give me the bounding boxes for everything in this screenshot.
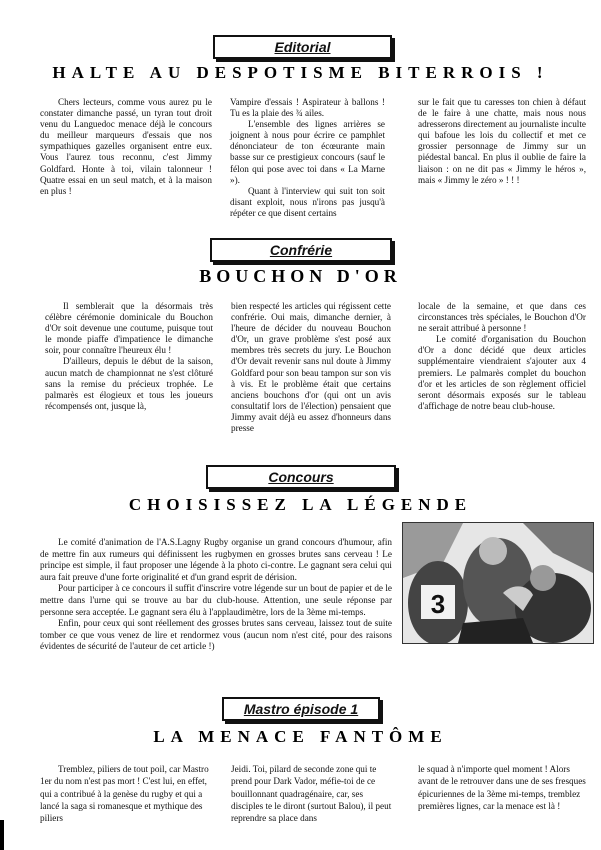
- confrerie-paragraph: bien respecté les articles qui régissent cette confrérie. Oui mais, dimanche dernier, à l'heure de décider du nouveau Bouchon d'Or, un grave problème s'est posé aux membres très secrets du jury. Le Bouchon d'Or devait revenir sans nul doute à Jimmy Goldfard pour son beau tampon sur son vis à vis. Et le problème était que certains anciens bouchons d'or (qui ont un avis consultatif lors de l'élection) pensaient que Jimmy avait déjà eu assez d'honneurs dans presse: [231, 301, 391, 434]
- mastro-paragraph: Tremblez, piliers de tout poil, car Mastro 1er du nom n'est pas mort ! C'est lui, en effet, qui a contribué à la genèse du rugby et qui a lancé la saga si romanesque et mythique des piliers: [40, 764, 209, 824]
- mastro-headline: LA MENACE FANTÔME: [153, 727, 448, 746]
- rugby-photo: [402, 522, 594, 644]
- section-label-concours: Concours: [206, 465, 396, 489]
- concours-text: [40, 537, 392, 653]
- editorial-column-3: [418, 97, 586, 186]
- confrerie-paragraph: Il semblerait que la désormais très célèbre cérémonie dominicale du Bouchon d'Or soit devenue une coutume, puisque tout le monde piaffe d'impatience le dimanche soir, pour connaître l'heureux élu !: [45, 301, 213, 356]
- editorial-column-1: [40, 97, 212, 197]
- confrerie-headline: BOUCHON D'OR: [199, 266, 402, 286]
- confrerie-paragraph: D'ailleurs, depuis le début de la saison, aucun match de championnat ne s'est clôturé sans la remise du précieux trophée. Le palmarès est élogieux et tous les joueurs récompensés ont, jusque là,: [45, 356, 213, 411]
- editorial-headline: HALTE AU DESPOTISME BITERROIS !: [52, 63, 549, 82]
- editorial-paragraph: Vampire d'essais ! Aspirateur à ballons ! Tu es la plaie des ¾ ailes.: [230, 97, 385, 119]
- confrerie-paragraph: locale de la semaine, et que dans ces circonstances très spéciales, le Bouchon d'Or ne serait attribué à personne !: [418, 301, 586, 334]
- mastro-column-1: [40, 763, 210, 824]
- editorial-paragraph: Quant à l'interview qui suit ton soit disant exploit, nous n'irons pas jusqu'à répéter ce que disent certains: [230, 185, 385, 218]
- rugby-players-image: [403, 523, 593, 643]
- confrerie-column-2: [231, 301, 391, 434]
- mastro-column-3: [418, 763, 586, 812]
- concours-paragraph: Pour participer à ce concours il suffit d'inscrire votre légende sur un bout de papier et de le mettre dans l'urne qui se trouve au bar du club-house. Attention, une seule réponse par personne sera acceptée. Le gagnant sera élu à l'applaudimètre, lors de la 3ème mi-temps.: [40, 583, 392, 617]
- editorial-paragraph: L'ensemble des lignes arrières se joignent à nous pour écrire ce pamphlet dénonciateur de ton écœurante main basse sur ce prestigieux concours (sauf le félon qui pose avec toi dans « La Marne »).: [230, 119, 385, 185]
- editorial-column-2: [230, 97, 385, 219]
- mastro-column-2: [231, 763, 393, 824]
- mastro-paragraph: Jeidi. Toi, pilard de seconde zone qui te prend pour Dark Vador, méfie-toi de ce bouillonnant quadragénaire, car, ses disciples te le diront (surtout Balou), il peut reprendre sa place dans: [231, 764, 392, 824]
- editorial-paragraph: sur le fait que tu caresses ton chien à défaut de le faire à une chatte, mais nous nous adresserons directement au journaliste inculte qui bafoue les lois du collectif et met ce grossier personnage de Jimmy sur un piédestal bancal. En plus il oublie de faire la liaison : on ne dit pas « Jimmy le héros », mais « Jimmy le zéro » ! ! !: [418, 97, 586, 185]
- margin-mark: [0, 820, 4, 850]
- editorial-paragraph: Chers lecteurs, comme vous aurez pu le constater dimanche passé, un tyran tout droit venu du Languedoc menace déjà le concours du meilleur marqueurs d'essais que nos sympathiques gazelles organisent entre eux. Vous l'aurez tous reconnu, c'est Jimmy Goldfard. Honte à toi, vilain talonneur ! Quatre essai en un seul match, et à la maison en plus !: [40, 97, 212, 196]
- concours-paragraph: Enfin, pour ceux qui sont réellement des grosses brutes sans cerveau, laissez tout de suite tomber ce que vous venez de lire et rendormez vous (aucun nom n'est cité, pour des raisons évidentes de sécurité de l'auteur de cet article !): [40, 618, 392, 652]
- section-label-editorial: Editorial: [213, 35, 392, 59]
- concours-paragraph: Le comité d'animation de l'A.S.Lagny Rugby organise un grand concours d'humour, afin de mettre fin aux rumeurs qui définissent les rugbymen en grosses brutes sans cerveau ! Le principe est simple, il faut proposer une légende à la photo ci-contre. Le gagnant sera celui qui aura fait preuve d'une forte originalité et d'un grand esprit de dérision.: [40, 537, 392, 582]
- mastro-paragraph: le squad à n'importe quel moment ! Alors avant de le retrouver dans une de ses fresques épicuriennes de la 3ème mi-temps, tremblez premières lignes, car la menace est là !: [418, 764, 586, 811]
- confrerie-paragraph: Le comité d'organisation du Bouchon d'Or a donc décidé que deux articles supplémentaire viendraient s'ajouter aux 4 premiers. Le palmarès complet du bouchon d'or et les articles de son règlement officiel seront désormais exposés sur le tableau d'affichage de notre beau club-house.: [418, 334, 586, 411]
- concours-headline: CHOISISSEZ LA LÉGENDE: [128, 495, 473, 514]
- confrerie-column-3: [418, 301, 586, 412]
- confrerie-column-1: [45, 301, 213, 412]
- section-label-mastro: Mastro épisode 1: [222, 697, 380, 721]
- svg-text:3: 3: [430, 589, 446, 619]
- section-label-confrerie: Confrérie: [210, 238, 392, 262]
